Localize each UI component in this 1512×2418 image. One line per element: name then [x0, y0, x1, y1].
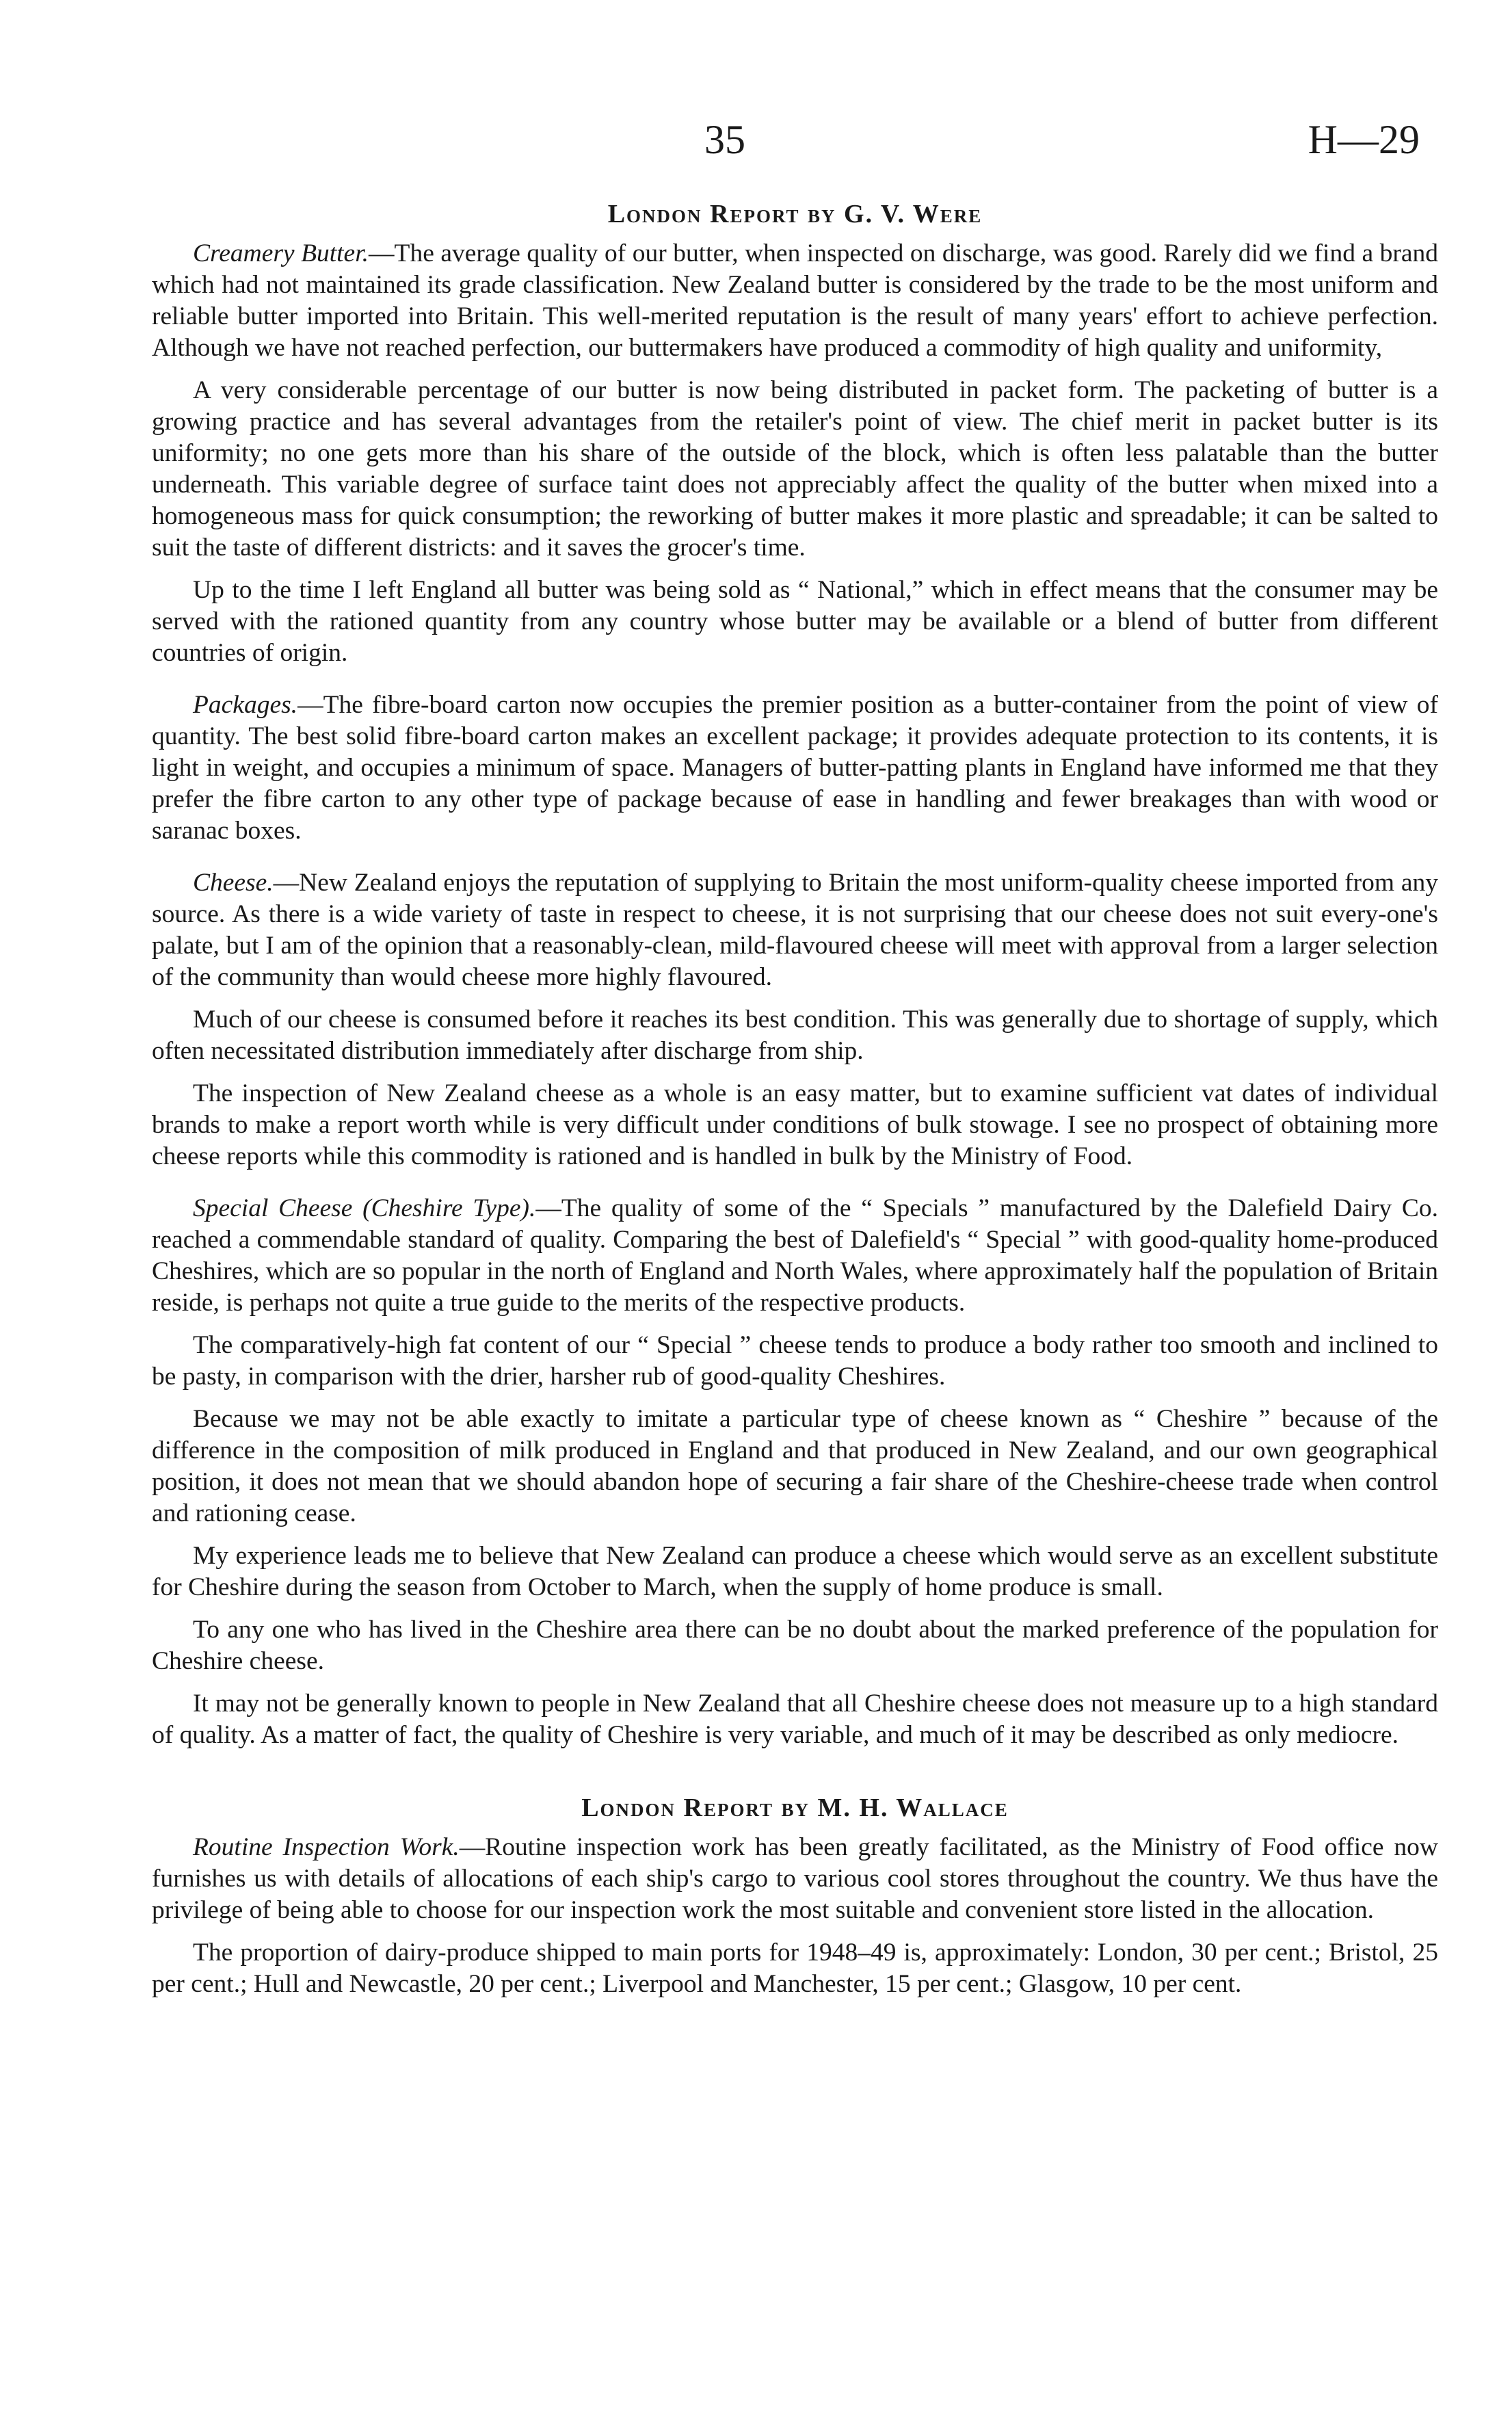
document-reference: H—29 — [1308, 117, 1420, 162]
paragraph: Much of our cheese is consumed before it reaches its best condition. This was generally due to shortage of supply, which often necessitated distribution immediately after discharge from ship. — [152, 1006, 1438, 1065]
page-number: 35 — [704, 117, 745, 162]
paragraph: Packages.—The fibre-board carton now occupies the premier position as a butter-container from the point of view of quantity. The best solid fibre-board carton makes an excellent package; it provides adequate protection to its contents, it is light in weight, and occupies a minimum of space. Managers of butter-patting plants in England have informed me that they prefer the fibre carton to any other type of package because of ease in handling and fewer breakages than with wood or saranac boxes. — [152, 691, 1438, 845]
page-body — [152, 198, 1438, 2000]
report-title-wallace: London Report by M. H. Wallace — [581, 1793, 1009, 1822]
section-heading: Packages. — [193, 691, 298, 719]
paragraph: Creamery Butter.—The average quality of our butter, when inspected on discharge, was good. Rarely did we find a brand which had not maintained its grade classification. New Zealand butter is considered by the trade to be the most uniform and reliable butter imported into Britain. This well-merited reputation is the result of many years' effort to achieve perfection. Although we have not reached perfection, our buttermakers have produced a commodity of high quality and uniformity, — [152, 239, 1438, 362]
paragraph: The inspection of New Zealand cheese as a whole is an easy matter, but to examine sufficient vat dates of individual brands to make a report worth while is very difficult under conditions of bulk stowage. I see no prospect of obtaining more cheese reports while this commodity is rationed and is handled in bulk by the Ministry of Food. — [152, 1079, 1438, 1170]
paragraph: It may not be generally known to people in New Zealand that all Cheshire cheese does not measure up to a high standard of quality. As a matter of fact, the quality of Cheshire is very variable, and much of it may be described as only mediocre. — [152, 1690, 1438, 1749]
paragraph: Cheese.—New Zealand enjoys the reputation of supplying to Britain the most uniform-quality cheese imported from any source. As there is a wide variety of taste in respect to cheese, it is not surprising that our cheese does not suit every-one's palate, but I am of the opinion that a reasonably-clean, mild-flavoured cheese will meet with approval from a larger selection of the community than would cheese more highly flavoured. — [152, 869, 1438, 991]
paragraph: To any one who has lived in the Cheshire area there can be no doubt about the marked preference of the population for Cheshire cheese. — [152, 1616, 1438, 1675]
paragraph: The proportion of dairy-produce shipped to main ports for 1948–49 is, approximately: London, 30 per cent.; Bristol, 25 per cent.; Hull and Newcastle, 20 per cent.; Liverpool and Manchester, 15 per cent.; Glasgow, 10 per cent. — [152, 1939, 1438, 1998]
section-heading: Routine Inspection Work. — [193, 1833, 460, 1861]
paragraph: Because we may not be able exactly to imitate a particular type of cheese known as “ Cheshire ” because of the difference in the composition of milk produced in England and that produced in New Zealand, and our own geographical position, it does not mean that we should abandon hope of securing a fair share of the Cheshire-cheese trade when control and rationing cease. — [152, 1405, 1438, 1527]
paragraph: Special Cheese (Cheshire Type).—The quality of some of the “ Specials ” manufactured by the Dalefield Dairy Co. reached a commendable standard of quality. Comparing the best of Dalefield's “ Special ” with good-quality home-produced Cheshires, which are so popular in the north of England and North Wales, where approximately half the population of Britain reside, is perhaps not quite a true guide to the merits of the respective products. — [152, 1194, 1438, 1317]
report-title-were: London Report by G. V. Were — [607, 200, 983, 228]
section-heading: Creamery Butter. — [193, 239, 369, 267]
paragraph: A very considerable percentage of our butter is now being distributed in packet form. The packeting of butter is a growing practice and has several advantages from the retailer's point of view. The chief merit in packet butter is its uniformity; no one gets more than his share of the outside of the block, which is often less palatable than the butter underneath. This variable degree of surface taint does not appreciably affect the quality of the butter when mixed into a homogeneous mass for quick consumption; the reworking of butter makes it more plastic and spreadable; it can be salted to suit the taste of different districts: and it saves the grocer's time. — [152, 376, 1438, 562]
paragraph: My experience leads me to believe that New Zealand can produce a cheese which would serve as an excellent substitute for Cheshire during the season from October to March, when the supply of home produce is small. — [152, 1542, 1438, 1601]
section-heading: Special Cheese (Cheshire Type). — [193, 1194, 536, 1222]
paragraph: Routine Inspection Work.—Routine inspection work has been greatly facilitated, as the Ministry of Food office now furnishes us with details of allocations of each ship's cargo to various cool stores throughout the country. We thus have the privilege of being able to choose for our inspection work the most suitable and convenient store listed in the allocation. — [152, 1833, 1438, 1924]
paragraph: The comparatively-high fat content of our “ Special ” cheese tends to produce a body rather too smooth and inclined to be pasty, in comparison with the drier, harsher rub of good-quality Cheshires. — [152, 1331, 1438, 1391]
paragraph: Up to the time I left England all butter was being sold as “ National,” which in effect means that the consumer may be served with the rationed quantity from any country whose butter may be available or a blend of butter from different countries of origin. — [152, 576, 1438, 667]
section-heading: Cheese. — [193, 869, 274, 897]
